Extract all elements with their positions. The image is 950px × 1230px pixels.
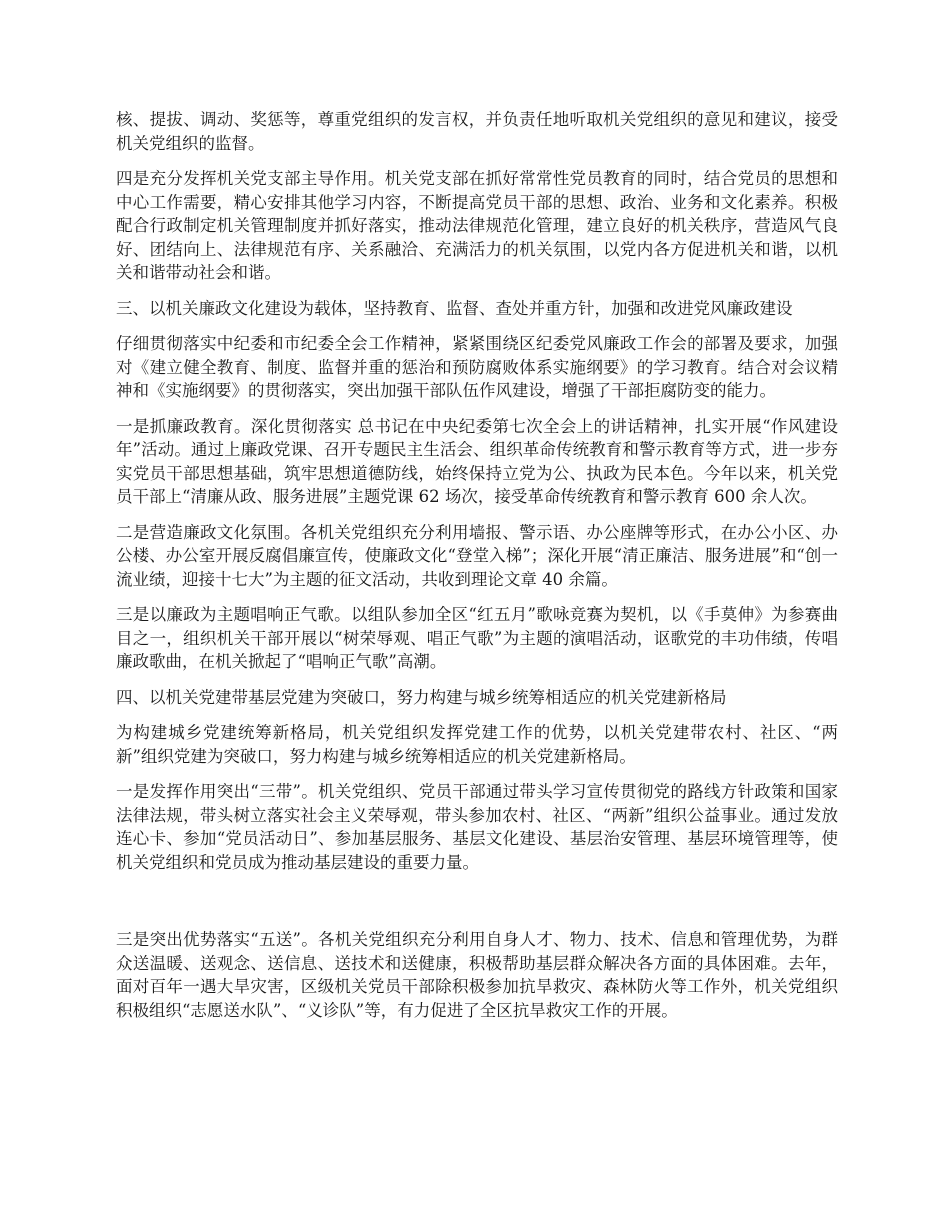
section-heading-8: 四、以机关党建带基层党建为突破口，努力构建与城乡统筹相适应的机关党建新格局: [116, 687, 727, 707]
paragraph-10: 一是发挥作用突出“三带”。机关党组织、党员干部通过带头学习宣传贯彻党的路线方针政策和国家法律法规，带头树立落实社会主义荣辱观，带头参加农村、社区、“两新”组织公益事业。通过发放连心卡、参加“党员活动日”、参加基层服务、基层文化建设、基层治安管理、基层环境管理等，使机关党组织和党员成为推动基层建设的重要力量。: [116, 782, 838, 872]
paragraph-9: 为构建城乡党建统筹新格局，机关党组织发挥党建工作的优势，以机关党建带农村、社区、“两新”组织党建为突破口，努力构建与城乡统筹相适应的机关党建新格局。: [116, 723, 838, 766]
paragraph-6: 二是营造廉政文化氛围。各机关党组织充分利用墙报、警示语、办公座牌等形式，在办公小区、办公楼、办公室开展反腐倡廉宣传，使廉政文化“登堂入梯”；深化开展“清正廉洁、服务进展”和“创一流业绩，迎接十七大”为主题的征文活动，共收到理论文章 40 余篇。: [116, 522, 838, 589]
document-body: [116, 108, 838, 1034]
section-heading-3: 三、以机关廉政文化建设为载体，坚持教育、监督、查处并重方针，加强和改进党风廉政建设: [116, 298, 793, 318]
paragraph-2: 四是充分发挥机关党支部主导作用。机关党支部在抓好常常性党员教育的同时，结合党员的思想和中心工作需要，精心安排其他学习内容，不断提高党员干部的思想、政治、业务和文化素养。积极配合行政制定机关管理制度并抓好落实，推动法律规范化管理，建立良好的机关秩序，营造风气良好、团结向上、法律规范有序、关系融洽、充满活力的机关氛围，以党内各方促进机关和谐，以机关和谐带动社会和谐。: [116, 169, 838, 282]
paragraph-7: 三是以廉政为主题唱响正气歌。以组队参加全区“红五月”歌咏竞赛为契机，以《手莫伸》为参赛曲目之一，组织机关干部开展以“树荣辱观、唱正气歌”为主题的演唱活动，讴歌党的丰功伟绩，传唱廉政歌曲，在机关掀起了“唱响正气歌”高潮。: [116, 605, 838, 671]
paragraph-5: 一是抓廉政教育。深化贯彻落实 总书记在中央纪委第七次全会上的讲话精神，扎实开展“作风建设年”活动。通过上廉政党课、召开专题民主生活会、组织革命传统教育和警示教育等方式，进一步夯实党员干部思想基础，筑牢思想道德防线，始终保持立党为公、执政为民本色。今年以来，机关党员干部上“清廉从政、服务进展”主题党课 62 场次，接受革命传统教育和警示教育 600 余人次。: [116, 416, 838, 506]
paragraph-1: 核、提拔、调动、奖惩等，尊重党组织的发言权，并负责任地听取机关党组织的意见和建议，接受机关党组织的监督。: [116, 110, 838, 153]
blank-gap: [116, 886, 838, 928]
paragraph-4: 仔细贯彻落实中纪委和市纪委全会工作精神，紧紧围绕区纪委党风廉政工作会的部署及要求，加强对《建立健全教育、制度、监督并重的惩治和预防腐败体系实施纲要》的学习教育。结合对会议精神和《实施纲要》的贯彻落实，突出加强干部队伍作风建设，增强了干部拒腐防变的能力。: [116, 334, 838, 400]
paragraph-11: 三是突出优势落实“五送”。各机关党组织充分利用自身人才、物力、技术、信息和管理优势，为群众送温暖、送观念、送信息、送技术和送健康，积极帮助基层群众解决各方面的具体困难。去年，面对百年一遇大旱灾害，区级机关党员干部除积极参加抗旱救灾、森林防火等工作外，机关党组织积极组织“志愿送水队”、“义诊队”等，有力促进了全区抗旱救灾工作的开展。: [116, 930, 838, 1020]
